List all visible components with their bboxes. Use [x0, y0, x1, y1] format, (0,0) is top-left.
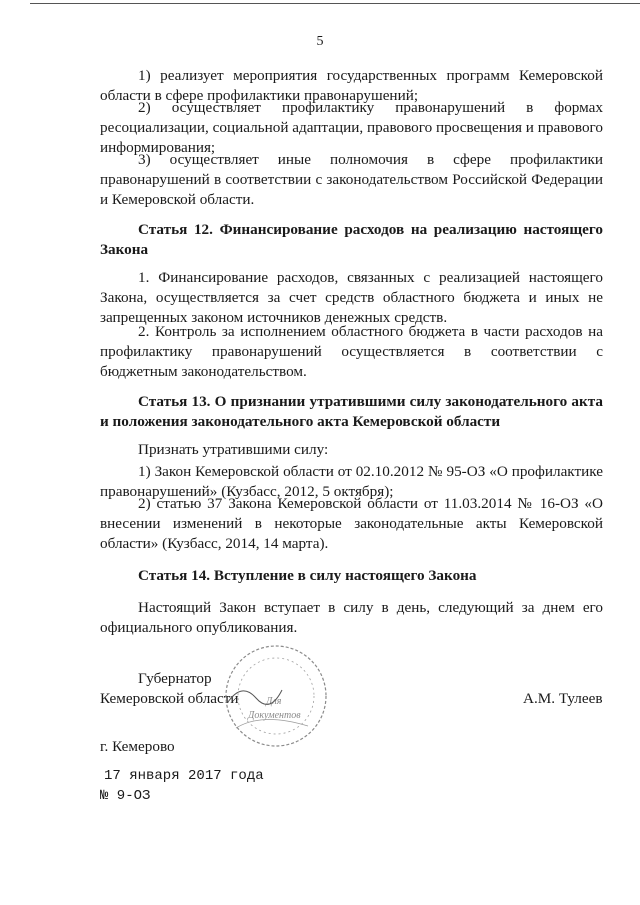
article-13-item-2: 2) статью 37 Закона Кемеровской области от 11.03.2014 № 16-ОЗ «О внесении изменений в некоторые законодательные акты Кемеровской области» (Кузбасс, 2014, 14 марта). — [100, 495, 603, 552]
item-3: 3) осуществляет иные полномочия в сфере профилактики правонарушений в соответствии с законодательством Российской Федерации и Кемеровской области. — [100, 151, 603, 208]
top-border-line — [30, 3, 640, 4]
article-12-para-2: 2. Контроль за исполнением областного бюджета в части расходов на профилактику правонарушений осуществляется в соответствии с бюджетным законодательством. — [100, 323, 603, 380]
page-number: 5 — [316, 34, 324, 49]
item-2: 2) осуществляет профилактику правонарушений в формах ресоциализации, социальной адаптации, правового просвещения и правового информирования; — [100, 99, 603, 156]
signature-title-line2: Кемеровской области — [100, 690, 239, 707]
law-date: 17 января 2017 года — [104, 768, 264, 784]
law-number: № 9-ОЗ — [100, 788, 151, 804]
stamp-text-line2: Документов — [248, 710, 301, 721]
article-12-para-1: 1. Финансирование расходов, связанных с реализацией настоящего Закона, осуществляется за счет средств областного бюджета и иных не запрещенных законом источников денежных средств. — [100, 269, 603, 326]
article-13-item-1: 1) Закон Кемеровской области от 02.10.2012 № 95-ОЗ «О профилактике правонарушений» (Кузбасс, 2012, 5 октября); — [100, 463, 603, 500]
stamp-text-line1: Для — [266, 696, 282, 707]
signatory-name: А.М. Тулеев — [523, 690, 603, 707]
article-14-para: Настоящий Закон вступает в силу в день, следующий за днем его официального опубликования. — [100, 599, 603, 636]
city-label: г. Кемерово — [100, 738, 175, 755]
item-1: 1) реализует мероприятия государственных программ Кемеровской области в сфере профилактики правонарушений; — [100, 67, 603, 104]
signature-title-line1: Губернатор — [138, 670, 212, 687]
article-13-heading: Статья 13. О признании утратившими силу законодательного акта и положения законодательного акта Кемеровской области — [100, 393, 603, 430]
article-14-heading: Статья 14. Вступление в силу настоящего Закона — [138, 567, 477, 584]
official-stamp-icon — [222, 642, 330, 750]
article-12-heading: Статья 12. Финансирование расходов на реализацию настоящего Закона — [100, 221, 603, 258]
article-13-intro: Признать утратившими силу: — [138, 441, 329, 458]
